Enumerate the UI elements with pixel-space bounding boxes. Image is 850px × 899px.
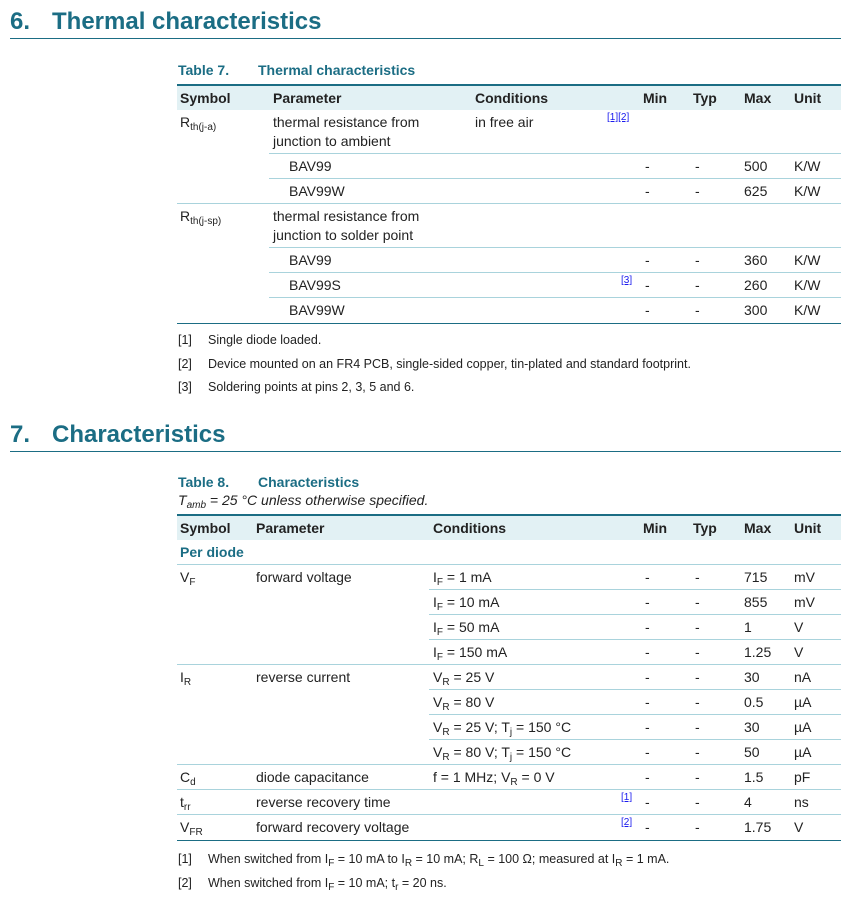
min-value: -: [645, 569, 650, 585]
typ-value: -: [695, 594, 700, 610]
table-row: [177, 715, 841, 740]
unit-value: K/W: [794, 277, 821, 293]
min-value: -: [645, 302, 650, 318]
min-value: -: [645, 158, 650, 174]
symbol: [180, 114, 217, 133]
text-segment: = 150 °C: [512, 719, 572, 735]
parameter: thermal resistance from: [273, 208, 420, 224]
symbol: [180, 569, 196, 588]
parameter: junction to ambient: [273, 133, 391, 149]
text-segment: = 10 mA: [443, 594, 500, 610]
unit-value: mV: [794, 569, 815, 585]
footnote-text: [208, 852, 670, 869]
group-row: [177, 540, 841, 565]
max-value: 260: [744, 277, 768, 293]
parameter: thermal resistance from: [273, 114, 420, 130]
max-value: 0.5: [744, 694, 764, 710]
column-header: Unit: [794, 90, 822, 106]
conditions: [433, 669, 495, 688]
symbol: [180, 794, 191, 813]
table-row: [177, 248, 841, 273]
subscript: R: [442, 677, 450, 688]
column-header: Conditions: [475, 90, 549, 106]
text-segment: I: [433, 569, 437, 585]
min-value: -: [645, 277, 650, 293]
min-value: -: [645, 694, 650, 710]
conditions: [433, 594, 500, 613]
text-segment: I: [433, 594, 437, 610]
table-row: [177, 640, 841, 665]
text-segment: = 0 V: [517, 769, 555, 785]
text-segment: I: [433, 619, 437, 635]
table-row: [177, 273, 841, 298]
max-value: 1: [744, 619, 752, 635]
text-segment: V: [433, 719, 443, 735]
footnote-text: [208, 875, 447, 893]
footnote: [178, 875, 447, 893]
table-row: [177, 740, 841, 765]
text-segment: V: [180, 569, 190, 585]
subscript: j: [509, 727, 513, 738]
unit-value: µA: [794, 744, 812, 760]
footnote: [178, 852, 670, 869]
table-row: [177, 790, 841, 815]
subscript: R: [510, 777, 518, 788]
text-segment: in free air: [475, 114, 534, 130]
table-header-row: [177, 516, 841, 540]
min-value: -: [645, 744, 650, 760]
text-segment: = 25 °C unless otherwise specified.: [206, 492, 429, 508]
text-segment: = 25 V: [449, 669, 495, 685]
section-6-heading: 6. Thermal characteristics: [10, 4, 841, 39]
max-value: 50: [744, 744, 760, 760]
column-header: Conditions: [433, 520, 507, 536]
footnote-ref: [2]: [178, 356, 192, 371]
text-segment: = 150 °C: [512, 744, 572, 760]
footnote-text: Single diode loaded.: [208, 333, 322, 347]
footnote: [178, 380, 415, 394]
max-value: 300: [744, 302, 768, 318]
max-value: 715: [744, 569, 768, 585]
text-segment: = 25 V; T: [449, 719, 510, 735]
table-8-caption: Table 8. Characteristics: [178, 474, 360, 490]
subscript: r: [395, 881, 399, 893]
subscript: F: [436, 627, 443, 638]
max-value: 30: [744, 719, 760, 735]
parameter: forward voltage: [256, 569, 352, 585]
unit-value: K/W: [794, 158, 821, 174]
unit-value: V: [794, 619, 804, 635]
parameter: BAV99W: [289, 183, 345, 199]
min-value: -: [645, 252, 650, 268]
reference-link[interactable]: [1]: [621, 792, 633, 803]
text-segment: R: [180, 114, 191, 130]
text-segment: V: [433, 744, 443, 760]
column-header: Typ: [693, 520, 717, 536]
reference-link[interactable]: [3]: [621, 275, 633, 286]
symbol: [180, 819, 203, 838]
typ-value: -: [695, 644, 700, 660]
text-segment: t: [180, 794, 184, 810]
unit-value: V: [794, 644, 804, 660]
parameter: BAV99: [289, 252, 332, 268]
text-segment: V: [180, 819, 190, 835]
unit-value: µA: [794, 719, 812, 735]
text-segment: = 10 mA to I: [334, 852, 405, 866]
symbol: [180, 669, 192, 688]
min-value: -: [645, 183, 650, 199]
column-header: Min: [643, 520, 668, 536]
table-header-row: [177, 86, 841, 110]
table-row: [177, 690, 841, 715]
text-segment: V: [433, 669, 443, 685]
column-header: Symbol: [180, 90, 231, 106]
typ-value: -: [695, 694, 700, 710]
unit-value: µA: [794, 694, 812, 710]
text-segment: = 150 mA: [443, 644, 508, 660]
typ-value: -: [695, 669, 700, 685]
unit-value: pF: [794, 769, 811, 785]
typ-value: -: [695, 183, 700, 199]
footnote-ref: [3]: [178, 380, 192, 394]
typ-value: -: [695, 819, 700, 835]
conditions: [475, 114, 533, 130]
text-segment: V: [433, 694, 443, 710]
subscript: j: [509, 752, 513, 763]
table-row: [177, 179, 841, 204]
conditions: [433, 744, 572, 763]
column-header: Min: [643, 90, 668, 106]
typ-value: -: [695, 158, 700, 174]
table-8-note: [178, 492, 429, 511]
unit-value: ns: [794, 794, 809, 810]
max-value: 360: [744, 252, 768, 268]
unit-value: mV: [794, 594, 815, 610]
min-value: -: [645, 794, 650, 810]
subscript: L: [478, 858, 484, 869]
column-header: Typ: [693, 90, 717, 106]
text-segment: T: [178, 492, 187, 508]
max-value: 4: [744, 794, 752, 810]
table-row: [177, 154, 841, 179]
table-row: [177, 765, 841, 790]
max-value: 1.5: [744, 769, 764, 785]
typ-value: -: [695, 569, 700, 585]
typ-value: -: [695, 794, 700, 810]
text-segment: = 10 mA; t: [334, 875, 396, 890]
subscript: FR: [189, 827, 203, 838]
reference-link[interactable]: [1][2]: [607, 112, 630, 123]
typ-value: -: [695, 302, 700, 318]
table-row: [177, 110, 841, 154]
subscript: F: [436, 602, 443, 613]
min-value: -: [645, 819, 650, 835]
table-row: [177, 204, 841, 248]
subscript: th(j-sp): [190, 216, 222, 227]
subscript: amb: [186, 500, 207, 511]
min-value: -: [645, 594, 650, 610]
footnote-text: Soldering points at pins 2, 3, 5 and 6.: [208, 380, 415, 394]
text-segment: = 80 V; T: [449, 744, 510, 760]
max-value: 30: [744, 669, 760, 685]
table-row: [177, 665, 841, 690]
min-value: -: [645, 619, 650, 635]
parameter: BAV99W: [289, 302, 345, 318]
conditions: [433, 569, 492, 588]
text-segment: = 1 mA: [443, 569, 492, 585]
table-7-caption: Table 7. Thermal characteristics: [178, 62, 416, 78]
column-header: Parameter: [256, 520, 325, 536]
text-segment: = 10 mA; R: [412, 852, 479, 866]
reference-link[interactable]: [2]: [621, 817, 633, 828]
column-header: Max: [744, 520, 772, 536]
footnote-ref: [2]: [178, 875, 192, 890]
table-row: [177, 298, 841, 323]
text-segment: = 50 mA: [443, 619, 500, 635]
text-segment: = 1 mA.: [622, 852, 670, 866]
min-value: -: [645, 644, 650, 660]
conditions: [433, 694, 495, 713]
unit-value: nA: [794, 669, 812, 685]
footnote-ref: [1]: [178, 333, 192, 347]
typ-value: -: [695, 719, 700, 735]
min-value: -: [645, 719, 650, 735]
conditions: [433, 769, 555, 788]
typ-value: -: [695, 769, 700, 785]
footnote: [178, 333, 322, 347]
subscript: F: [189, 577, 196, 588]
parameter: diode capacitance: [256, 769, 369, 785]
subscript: th(j-a): [190, 122, 217, 133]
min-value: -: [645, 669, 650, 685]
footnote-text: Device mounted on an FR4 PCB, single-sided copper, tin-plated and standard footprint.: [208, 356, 691, 371]
text-segment: I: [433, 644, 437, 660]
unit-value: K/W: [794, 252, 821, 268]
conditions: [433, 719, 572, 738]
subscript: R: [442, 752, 450, 763]
unit-value: K/W: [794, 183, 821, 199]
max-value: 625: [744, 183, 768, 199]
parameter: forward recovery voltage: [256, 819, 410, 835]
min-value: -: [645, 769, 650, 785]
max-value: 1.25: [744, 644, 772, 660]
section-7-heading: 7. Characteristics: [10, 417, 841, 452]
column-header: Symbol: [180, 520, 231, 536]
column-header: Max: [744, 90, 772, 106]
subscript: R: [442, 727, 450, 738]
column-header: Unit: [794, 520, 822, 536]
text-segment: = 20 ns.: [398, 875, 447, 890]
subscript: R: [404, 858, 413, 869]
subscript: F: [436, 577, 443, 588]
text-segment: = 80 V: [449, 694, 495, 710]
table-row: [177, 615, 841, 640]
symbol: [180, 208, 222, 227]
table-row: [177, 590, 841, 615]
unit-value: K/W: [794, 302, 821, 318]
typ-value: -: [695, 252, 700, 268]
parameter: BAV99: [289, 158, 332, 174]
subscript: F: [328, 858, 335, 869]
characteristics-table: [177, 514, 841, 841]
conditions: [433, 644, 508, 663]
max-value: 1.75: [744, 819, 772, 835]
typ-value: -: [695, 277, 700, 293]
table-row: [177, 815, 841, 840]
text-segment: C: [180, 769, 191, 785]
group-label: Per diode: [180, 544, 244, 560]
unit-value: V: [794, 819, 804, 835]
text-segment: When switched from I: [208, 852, 329, 866]
subscript: R: [442, 702, 450, 713]
subscript: F: [328, 881, 335, 893]
parameter: BAV99S: [289, 277, 341, 293]
subscript: d: [190, 777, 196, 788]
text-segment: f = 1 MHz; V: [433, 769, 511, 785]
parameter: reverse recovery time: [256, 794, 391, 810]
footnote: [178, 356, 691, 371]
text-segment: R: [180, 208, 191, 224]
footnote-ref: [1]: [178, 852, 192, 866]
table-row: [177, 565, 841, 590]
conditions: [433, 619, 500, 638]
text-segment: = 100 Ω; measured at I: [483, 852, 616, 866]
parameter: reverse current: [256, 669, 351, 685]
subscript: rr: [183, 802, 191, 813]
subscript: F: [436, 652, 443, 663]
parameter: junction to solder point: [273, 227, 414, 243]
subscript: R: [183, 677, 192, 688]
text-segment: I: [180, 669, 184, 685]
max-value: 500: [744, 158, 768, 174]
max-value: 855: [744, 594, 768, 610]
column-header: Parameter: [273, 90, 342, 106]
symbol: [180, 769, 196, 788]
subscript: R: [615, 858, 623, 869]
thermal-characteristics-table: [177, 84, 841, 324]
typ-value: -: [695, 619, 700, 635]
text-segment: When switched from I: [208, 875, 329, 890]
typ-value: -: [695, 744, 700, 760]
